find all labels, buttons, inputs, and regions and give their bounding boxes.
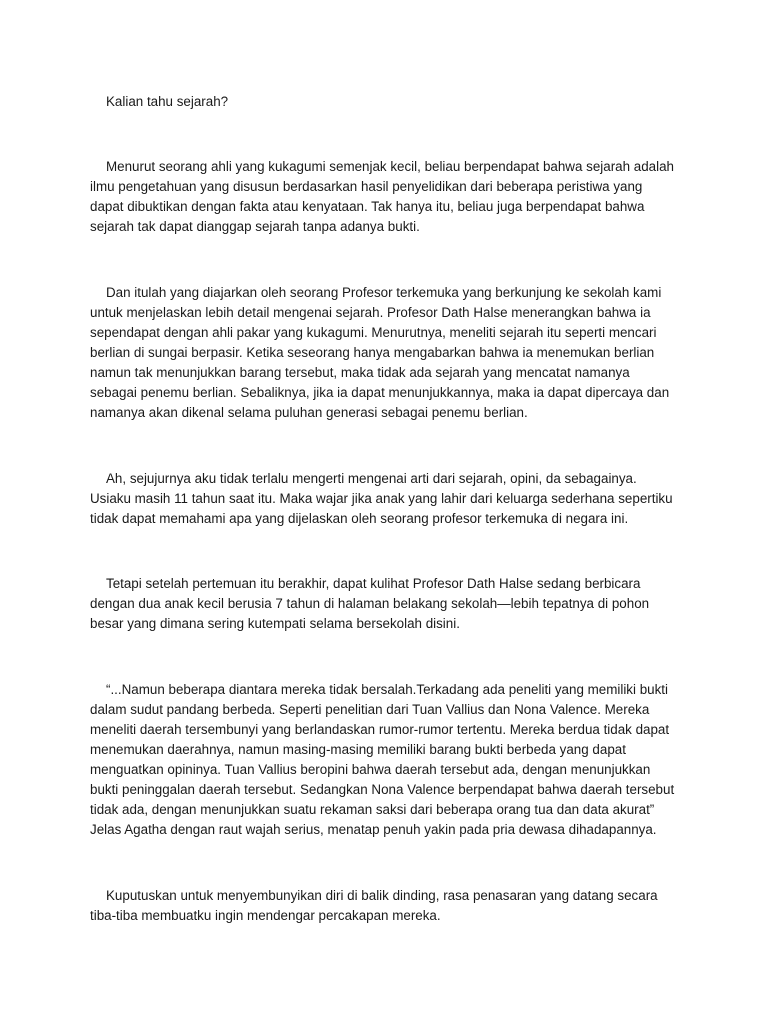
paragraph-2: Menurut seorang ahli yang kukagumi semenjak kecil, beliau berpendapat bahwa sejarah adalah ilmu pengetahuan yang disusun berdasarkan hasil penyelidikan dari beberapa peristiwa yang dapat dibuktikan dengan fakta atau kenyataan. Tak hanya itu, beliau juga berpendapat bahwa sejarah tak dapat dianggap sejarah tanpa adanya bukti.: [90, 159, 674, 234]
paragraph-7: Kuputuskan untuk menyembunyikan diri di balik dinding, rasa penasaran yang datang secara tiba-tiba membuatku ingin mendengar percakapan mereka.: [90, 888, 658, 923]
document-page: [90, 0, 678, 1024]
paragraph-6: “...Namun beberapa diantara mereka tidak bersalah.Terkadang ada peneliti yang memiliki bukti dalam sudut pandang berbeda. Seperti penelitian dari Tuan Vallius dan Nona Valence. Mereka meneliti daerah tersembunyi yang berlandaskan rumor-rumor tertentu. Mereka berdua tidak dapat menemukan daerahnya, namun masing-masing memiliki barang bukti berbeda yang dapat menguatkan opininya. Tuan Vallius beropini bahwa daerah tersebut ada, dengan menunjukkan bukti peninggalan daerah tersebut. Sedangkan Nona Valence berpendapat bahwa daerah tersebut tidak ada, dengan menunjukkan suatu rekaman saksi dari beberapa orang tua dan data akurat” Jelas Agatha dengan raut wajah serius, menatap penuh yakin pada pria dewasa dihadapannya.: [90, 682, 675, 837]
paragraph-5: Tetapi setelah pertemuan itu berakhir, dapat kulihat Profesor Dath Halse sedang berbicara dengan dua anak kecil berusia 7 tahun di halaman belakang sekolah—lebih tepatnya di pohon besar yang dimana sering kutempati selama bersekolah disini.: [90, 576, 650, 631]
paragraph-1: Kalian tahu sejarah?: [106, 94, 229, 109]
paragraph-3: Dan itulah yang diajarkan oleh seorang Profesor terkemuka yang berkunjung ke sekolah kami untuk menjelaskan lebih detail mengenai sejarah. Profesor Dath Halse menerangkan bahwa ia sependapat dengan ahli pakar yang kukagumi. Menurutnya, meneliti sejarah itu seperti mencari berlian di sungai berpasir. Ketika seseorang hanya mengabarkan bahwa ia menemukan berlian namun tak menunjukkan barang tersebut, maka tidak ada sejarah yang mencatat namanya sebagai penemu berlian. Sebaliknya, jika ia dapat menunjukkannya, maka ia dapat dipercaya dan namanya akan dikenal selama puluhan generasi sebagai penemu berlian.: [90, 285, 670, 420]
paragraph-4: Ah, sejujurnya aku tidak terlalu mengerti mengenai arti dari sejarah, opini, da sebagainya. Usiaku masih 11 tahun saat itu. Maka wajar jika anak yang lahir dari keluarga sederhana sepertiku tidak dapat memahami apa yang dijelaskan oleh seorang profesor terkemuka di negara ini.: [90, 471, 673, 526]
